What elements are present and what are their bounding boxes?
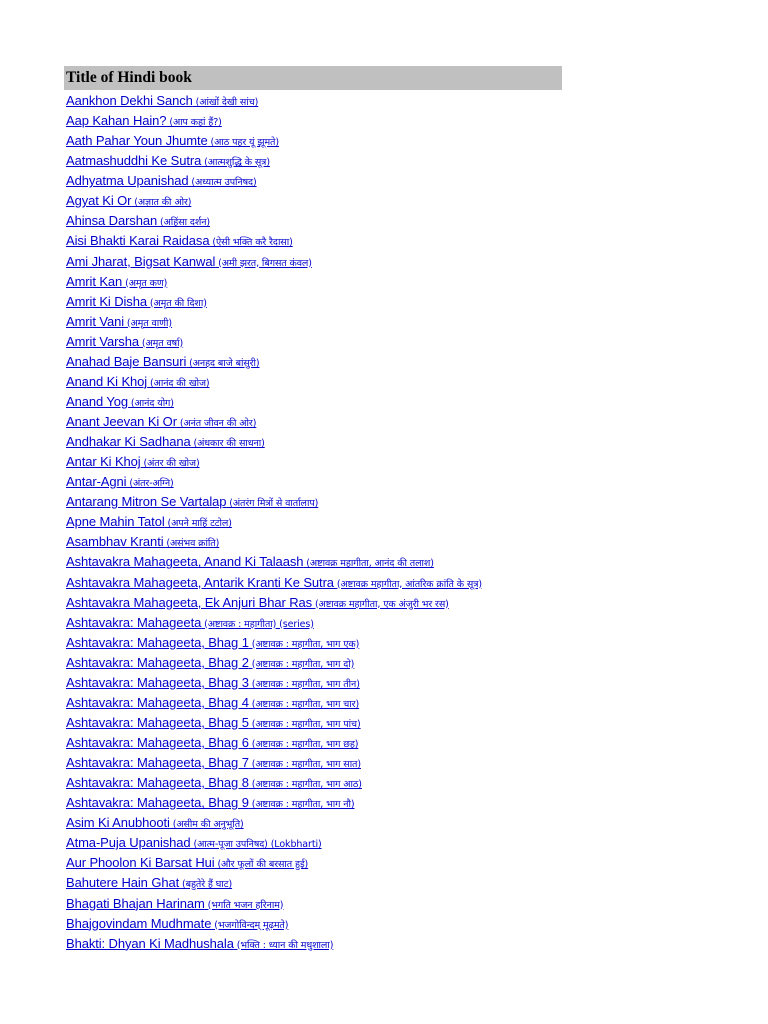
book-title-link[interactable] (66, 153, 270, 168)
book-title-hindi: (अमृत कण) (122, 277, 168, 289)
book-title-hindi: (अष्टावक्र : महागीता, भाग चार) (248, 698, 360, 710)
book-title-hindi: (भक्ति : ध्यान की मधुशाला) (233, 939, 334, 951)
book-title-hindi: (आत्मशुद्धि के सूत्र) (201, 157, 270, 169)
book-list-item (66, 292, 756, 312)
book-title-hindi: (अष्टावक्र : महागीता, भाग पांच) (248, 718, 361, 730)
book-title-link[interactable] (66, 675, 360, 690)
book-title-hindi: (अज्ञात की ओर) (131, 197, 192, 209)
book-title-hindi: (अष्टावक्र : महागीता, भाग नौ) (248, 799, 355, 811)
book-title-hindi: (अमी झरत, बिगसत कंवल) (215, 257, 312, 269)
book-list-item (66, 372, 756, 392)
book-title-english: Apne Mahin Tatol (66, 514, 165, 530)
book-title-english: Ashtavakra Mahageeta, Ek Anjuri Bhar Ras (66, 594, 313, 610)
book-title-english: Amrit Kan (66, 273, 123, 289)
book-title-english: Aath Pahar Youn Jhumte (66, 133, 208, 149)
book-title-link[interactable] (66, 875, 232, 890)
book-title-link[interactable] (66, 354, 260, 369)
book-title-link[interactable] (66, 414, 256, 429)
book-list (66, 91, 756, 954)
book-title-english: Anant Jeevan Ki Or (66, 414, 177, 429)
book-title-link[interactable] (66, 635, 359, 650)
book-title-link[interactable] (66, 374, 210, 389)
book-title-english: Andhakar Ki Sadhana (66, 434, 191, 450)
book-title-link[interactable] (66, 755, 361, 770)
book-title-english: Ashtavakra Mahageeta, Anand Ki Talaash (66, 554, 304, 570)
book-title-english: Bhakti: Dhyan Ki Madhushala (66, 935, 234, 951)
book-title-english: Ashtavakra: Mahageeta, Bhag 6 (66, 735, 249, 750)
book-title-english: Ashtavakra Mahageeta, Antarik Kranti Ke Sutra (66, 574, 334, 590)
book-list-item (66, 633, 756, 653)
book-list-item (66, 211, 756, 231)
book-title-hindi: (आत्म-पूजा उपनिषद) (Lokbharti) (190, 839, 322, 851)
book-title-english: Aur Phoolon Ki Barsat Hui (66, 855, 215, 871)
book-title-hindi: (भजगोविन्दम् मूढ़मते) (211, 919, 289, 931)
book-list-item (66, 392, 756, 412)
book-title-hindi: (अंधकार की साधना) (190, 438, 265, 450)
book-list-item (66, 673, 756, 693)
book-title-link[interactable] (66, 916, 288, 931)
book-title-hindi: (अष्टावक्र : महागीता) (series) (201, 618, 314, 630)
book-title-link[interactable] (66, 835, 322, 850)
book-title-link[interactable] (66, 775, 362, 790)
book-title-hindi: (अमृत की दिशा) (146, 297, 207, 309)
book-title-link[interactable] (66, 113, 222, 128)
book-title-link[interactable] (66, 314, 172, 329)
book-title-hindi: (ऐसी भक्ति करै रैदासा) (209, 237, 293, 249)
book-title-hindi: (अंतर की खोज) (140, 458, 200, 470)
book-title-link[interactable] (66, 334, 183, 349)
book-title-link[interactable] (66, 715, 361, 730)
book-title-english: Amrit Varsha (66, 333, 139, 349)
book-title-hindi: (अष्टावक्र महागीता, आंतरिक क्रांति के सूत्र) (333, 578, 482, 590)
book-title-english: Ashtavakra: Mahageeta, Bhag 3 (66, 674, 249, 690)
book-list-item (66, 773, 756, 793)
book-title-hindi: (आनंद की खोज) (147, 377, 210, 389)
book-title-english: Adhyatma Upanishad (66, 173, 189, 189)
book-title-hindi: (अंतरंग मित्रों से वार्तालाप) (226, 498, 319, 510)
book-list-item (66, 312, 756, 332)
book-title-link[interactable] (66, 193, 191, 208)
book-title-link[interactable] (66, 454, 200, 469)
book-title-link[interactable] (66, 173, 257, 188)
book-list-item (66, 492, 756, 512)
book-list-item (66, 833, 756, 853)
book-title-hindi: (अष्टावक्र महागीता, एक अंजुरी भर रस) (312, 598, 449, 610)
book-title-hindi: (आंखों देखी सांच) (192, 97, 259, 108)
book-title-english: Bahutere Hain Ghat (66, 875, 180, 891)
book-title-hindi: (अनंत जीवन की ओर) (176, 418, 257, 429)
book-list-item (66, 593, 756, 613)
book-title-link[interactable] (66, 575, 482, 590)
book-title-english: Anand Yog (66, 393, 129, 409)
book-title-link[interactable] (66, 394, 174, 409)
book-title-english: Ashtavakra: Mahageeta, Bhag 9 (66, 795, 249, 811)
book-title-link[interactable] (66, 855, 308, 870)
book-list-item (66, 272, 756, 292)
book-list-item (66, 753, 756, 773)
book-list-item (66, 131, 756, 151)
book-title-english: Aisi Bhakti Karai Raidasa (66, 233, 210, 249)
book-list-item (66, 733, 756, 753)
book-title-english: Aankhon Dekhi Sanch (66, 93, 193, 108)
book-title-hindi: (अष्टावक्र महागीता, आनंद की तलाश) (303, 558, 434, 570)
book-title-hindi: (आनंद योग) (128, 397, 174, 409)
book-list-item (66, 432, 756, 452)
book-list-item (66, 713, 756, 733)
book-title-english: Ashtavakra: Mahageeta, Bhag 8 (66, 775, 249, 791)
book-title-hindi: (अष्टावक्र : महागीता, भाग तीन) (248, 678, 360, 690)
book-title-link[interactable] (66, 494, 318, 509)
book-title-hindi: (अष्टावक्र : महागीता, भाग छह) (248, 739, 359, 750)
book-list-item (66, 552, 756, 572)
book-list-item (66, 934, 756, 954)
book-title-hindi: (असीम की अनुभूति) (169, 819, 244, 831)
book-title-hindi: (अमृत वर्षा) (138, 337, 184, 349)
book-title-english: Ahinsa Darshan (66, 213, 158, 229)
book-title-link[interactable] (66, 254, 312, 269)
book-title-english: Amrit Vani (66, 313, 124, 329)
book-list-item (66, 231, 756, 251)
book-title-link[interactable] (66, 795, 355, 810)
book-list-item (66, 452, 756, 472)
book-title-link[interactable] (66, 474, 174, 489)
book-title-english: Ami Jharat, Bigsat Kanwal (66, 253, 216, 269)
book-title-english: Ashtavakra: Mahageeta, Bhag 4 (66, 694, 249, 710)
book-title-hindi: (अष्टावक्र : महागीता, भाग सात) (248, 759, 361, 771)
book-list-item (66, 573, 756, 593)
book-title-link[interactable] (66, 554, 434, 569)
book-list-item (66, 191, 756, 211)
book-title-link[interactable] (66, 514, 232, 529)
book-title-english: Antar-Agni (66, 474, 127, 490)
book-title-link[interactable] (66, 735, 358, 750)
book-title-english: Ashtavakra: Mahageeta, Bhag 5 (66, 714, 249, 730)
book-title-english: Bhajgovindam Mudhmate (66, 915, 212, 931)
book-title-english: Atma-Puja Upanishad (66, 835, 191, 851)
book-title-english: Asambhav Kranti (66, 534, 164, 550)
book-list-item (66, 894, 756, 914)
book-list-item (66, 472, 756, 492)
book-list-item (66, 793, 756, 813)
book-title-link[interactable] (66, 655, 354, 670)
book-list-item (66, 873, 756, 893)
book-list-item (66, 532, 756, 552)
book-list-item (66, 91, 756, 111)
book-title-link[interactable] (66, 815, 244, 830)
book-title-english: Ashtavakra: Mahageeta, Bhag 7 (66, 755, 249, 771)
book-list-item (66, 171, 756, 191)
book-title-hindi: (अष्टावक्र : महागीता, भाग एक) (248, 638, 360, 650)
book-title-link[interactable] (66, 896, 283, 911)
book-list-item (66, 412, 756, 432)
book-title-hindi: (अध्यात्म उपनिषद) (188, 177, 257, 189)
book-title-english: Antar Ki Khoj (66, 454, 141, 470)
book-title-english: Bhagati Bhajan Harinam (66, 895, 205, 911)
book-title-english: Ashtavakra: Mahageeta (66, 614, 202, 630)
book-title-english: Ashtavakra: Mahageeta, Bhag 2 (66, 654, 249, 670)
book-title-hindi: (अमृत वाणी) (124, 317, 172, 329)
book-title-english: Aap Kahan Hain? (66, 113, 167, 129)
book-title-hindi: (अहिंसा दर्शन) (157, 217, 210, 229)
book-title-english: Amrit Ki Disha (66, 293, 147, 309)
book-title-hindi: (अपने माहिं टटोल) (164, 518, 232, 530)
book-title-english: Anand Ki Khoj (66, 373, 148, 389)
book-list-item (66, 111, 756, 131)
column-header: Title of Hindi book (64, 66, 562, 90)
book-title-english: Agyat Ki Or (66, 193, 132, 209)
book-title-hindi: (आप कहां हैं?) (166, 117, 222, 129)
book-list-item (66, 653, 756, 673)
book-title-hindi: (असंभव क्रांति) (163, 538, 220, 550)
book-list-item (66, 512, 756, 532)
book-title-hindi: (अष्टावक्र : महागीता, भाग दो) (248, 658, 355, 670)
book-title-hindi: (अनहद बाजे बांसुरी) (186, 357, 260, 369)
book-title-english: Asim Ki Anubhooti (66, 815, 170, 831)
book-list-item (66, 914, 756, 934)
book-title-link[interactable] (66, 133, 279, 148)
book-title-link[interactable] (66, 534, 219, 549)
book-title-english: Antarang Mitron Se Vartalap (66, 494, 227, 510)
book-title-hindi: (बहुतेरे हैं घाट) (179, 879, 233, 891)
book-title-link[interactable] (66, 213, 210, 228)
book-list-item (66, 151, 756, 171)
book-title-hindi: (अंतर-अग्नि) (126, 478, 174, 490)
book-title-link[interactable] (66, 294, 207, 309)
book-title-english: Ashtavakra: Mahageeta, Bhag 1 (66, 634, 249, 650)
book-list-item (66, 813, 756, 833)
book-list-item (66, 252, 756, 272)
book-title-link[interactable] (66, 233, 293, 248)
book-title-link[interactable] (66, 93, 258, 108)
book-title-link[interactable] (66, 695, 359, 710)
book-list-item (66, 613, 756, 633)
book-title-link[interactable] (66, 274, 167, 289)
book-title-link[interactable] (66, 936, 333, 951)
book-list-item (66, 332, 756, 352)
book-title-hindi: (भगति भजन हरिनाम) (204, 899, 284, 911)
book-list-item (66, 693, 756, 713)
book-title-english: Aatmashuddhi Ke Sutra (66, 153, 202, 169)
book-title-hindi: (अष्टावक्र : महागीता, भाग आठ) (248, 779, 362, 791)
book-title-link[interactable] (66, 615, 314, 630)
book-title-link[interactable] (66, 434, 265, 449)
book-title-hindi: (आठ पहर यूं झूमते) (207, 137, 279, 149)
book-list-item (66, 853, 756, 873)
book-title-link[interactable] (66, 595, 449, 610)
book-list-item (66, 352, 756, 372)
book-title-hindi: (और फूलों की बरसात हुई) (214, 859, 309, 871)
book-title-english: Anahad Baje Bansuri (66, 353, 187, 369)
